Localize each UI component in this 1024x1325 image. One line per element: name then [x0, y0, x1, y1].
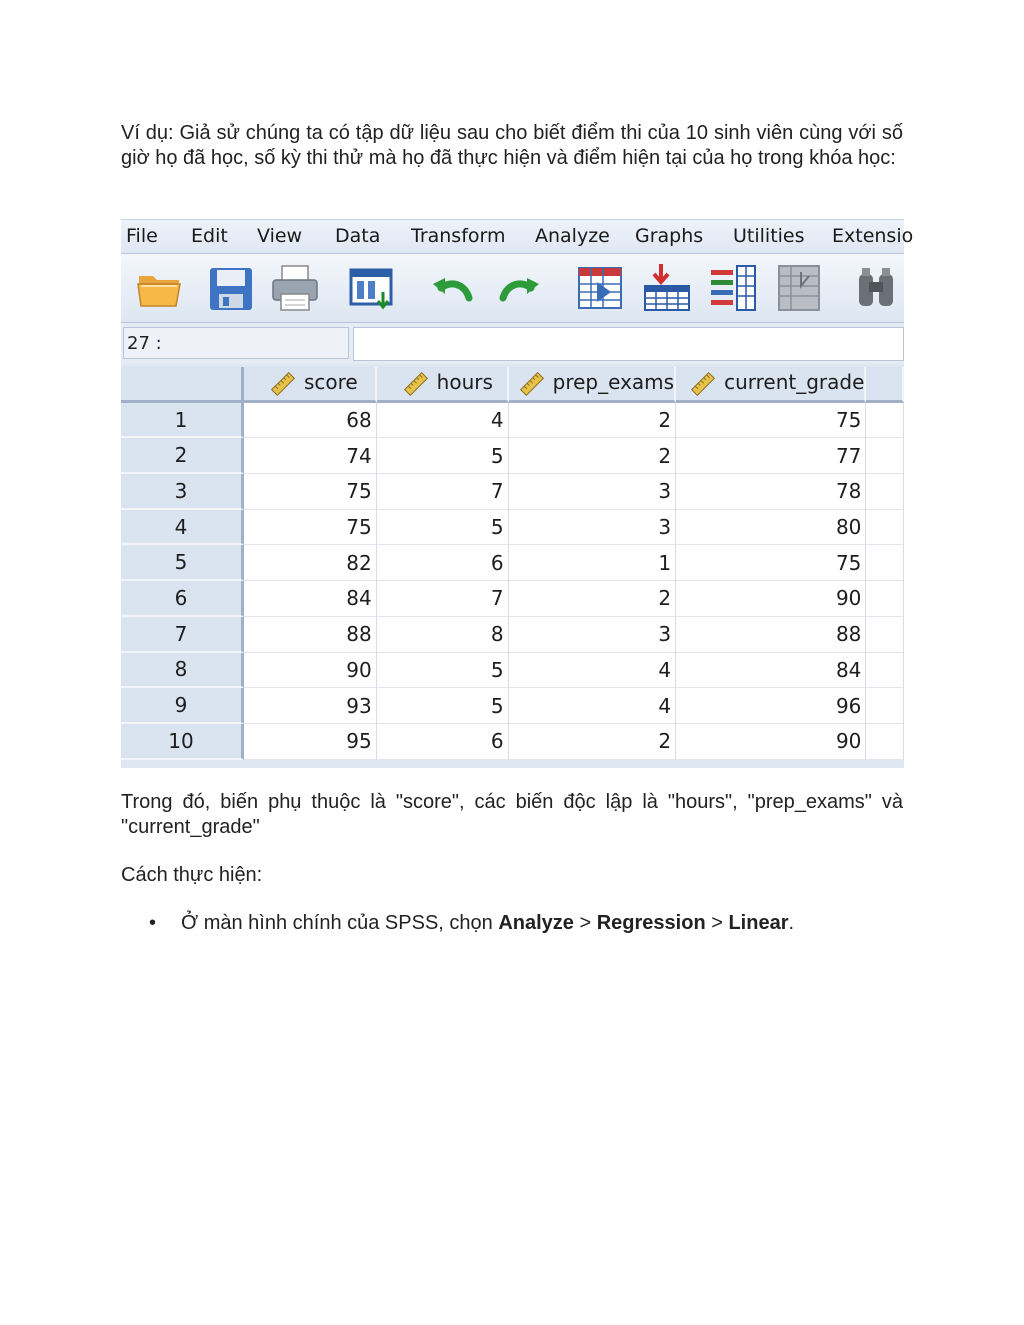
- cell-empty[interactable]: [866, 688, 904, 724]
- cell-current-grade[interactable]: 77: [676, 438, 866, 474]
- menu-data[interactable]: Data: [335, 225, 381, 247]
- table-row: [121, 581, 904, 617]
- cell-current-grade[interactable]: 84: [676, 653, 866, 689]
- column-header-label: hours: [436, 370, 493, 395]
- row-number[interactable]: 5: [121, 545, 244, 581]
- row-number[interactable]: 4: [121, 510, 244, 546]
- description-line-2: "current_grade": [121, 816, 260, 838]
- cell-score[interactable]: 90: [244, 653, 377, 689]
- scale-ruler-icon: [519, 371, 545, 397]
- scale-ruler-icon: [270, 371, 296, 397]
- step-separator: >: [573, 912, 597, 934]
- grid-corner[interactable]: [121, 367, 244, 403]
- row-number[interactable]: 6: [121, 581, 244, 617]
- step-linear: Linear: [728, 912, 789, 934]
- cell-current-grade[interactable]: 88: [676, 617, 866, 653]
- intro-line-3: trong khóa học:: [757, 147, 896, 169]
- goto-variable-icon[interactable]: [641, 262, 693, 314]
- cell-hours[interactable]: 7: [377, 474, 509, 510]
- cell-hours[interactable]: 5: [377, 510, 509, 546]
- how-to-label: Cách thực hiện:: [121, 864, 263, 886]
- menu-edit[interactable]: Edit: [191, 225, 228, 247]
- column-header-label: current_grade: [724, 370, 865, 395]
- cell-hours[interactable]: 6: [377, 545, 509, 581]
- cell-current-grade[interactable]: 75: [676, 545, 866, 581]
- cell-current-grade[interactable]: 80: [676, 510, 866, 546]
- step-regression: Regression: [596, 912, 706, 934]
- cell-hours[interactable]: 8: [377, 617, 509, 653]
- table-row: [121, 438, 904, 474]
- save-icon[interactable]: [205, 262, 257, 314]
- scale-ruler-icon: [403, 371, 429, 397]
- variables-icon[interactable]: [707, 262, 759, 314]
- menu-extensions[interactable]: Extensio: [832, 225, 914, 247]
- cell-score[interactable]: 74: [244, 438, 377, 474]
- cell-hours[interactable]: 5: [377, 688, 509, 724]
- cell-prep-exams[interactable]: 2: [509, 403, 676, 439]
- grid-body: [121, 403, 904, 760]
- cell-current-grade[interactable]: 90: [676, 724, 866, 760]
- cell-empty[interactable]: [866, 438, 904, 474]
- table-row: [121, 510, 904, 546]
- cell-current-grade[interactable]: 90: [676, 581, 866, 617]
- data-grid: [121, 367, 904, 760]
- table-row: [121, 724, 904, 760]
- cell-reference[interactable]: 27 :: [123, 327, 349, 359]
- undo-icon[interactable]: [427, 262, 479, 314]
- table-row: [121, 403, 904, 439]
- row-number[interactable]: 8: [121, 653, 244, 689]
- goto-case-icon[interactable]: [575, 262, 627, 314]
- cell-score[interactable]: 68: [244, 403, 377, 439]
- step-analyze: Analyze: [498, 912, 574, 934]
- menu-view[interactable]: View: [257, 225, 303, 247]
- cell-empty[interactable]: [866, 724, 904, 760]
- column-header-label: score: [303, 370, 358, 395]
- row-number[interactable]: 9: [121, 688, 244, 724]
- cell-empty[interactable]: [866, 617, 904, 653]
- cell-prep-exams[interactable]: 3: [509, 474, 676, 510]
- table-row: [121, 545, 904, 581]
- cell-hours[interactable]: 6: [377, 724, 509, 760]
- cell-empty[interactable]: [866, 581, 904, 617]
- column-header-score[interactable]: [244, 367, 377, 403]
- row-number[interactable]: 3: [121, 474, 244, 510]
- menu-transform[interactable]: Transform: [411, 225, 506, 247]
- intro-paragraph: [121, 121, 903, 171]
- bullet-dot: •: [149, 912, 157, 934]
- row-number[interactable]: 2: [121, 438, 244, 474]
- cell-prep-exams[interactable]: 4: [509, 688, 676, 724]
- cell-score[interactable]: 88: [244, 617, 377, 653]
- column-header-hours[interactable]: [377, 367, 509, 403]
- step-prefix: Ở màn hình chính của SPSS, chọn: [181, 912, 499, 934]
- cell-score[interactable]: 75: [244, 474, 377, 510]
- cell-hours[interactable]: 4: [377, 403, 509, 439]
- cell-editor-bar: [121, 323, 904, 364]
- cell-score[interactable]: 95: [244, 724, 377, 760]
- cell-hours[interactable]: 5: [377, 438, 509, 474]
- cell-score[interactable]: 93: [244, 688, 377, 724]
- menu-bar: [121, 220, 914, 254]
- cell-prep-exams[interactable]: 2: [509, 581, 676, 617]
- cell-prep-exams[interactable]: 2: [509, 438, 676, 474]
- cell-prep-exams[interactable]: 3: [509, 617, 676, 653]
- column-header-current-grade[interactable]: [676, 367, 866, 403]
- cell-hours[interactable]: 7: [377, 581, 509, 617]
- cell-current-grade[interactable]: 78: [676, 474, 866, 510]
- step-text: [181, 911, 794, 936]
- cell-score[interactable]: 75: [244, 510, 377, 546]
- spss-screenshot: [121, 219, 914, 768]
- intro-line-1: Ví dụ: Giả sử chúng ta có tập dữ liệu sau cho biết điểm thi của 10 sinh viên cùng: [121, 122, 843, 144]
- description-paragraph: [121, 790, 903, 840]
- cell-empty[interactable]: [866, 653, 904, 689]
- cell-prep-exams[interactable]: 2: [509, 724, 676, 760]
- table-row: [121, 688, 904, 724]
- column-header-prep-exams[interactable]: [509, 367, 676, 403]
- row-number[interactable]: 1: [121, 403, 244, 439]
- description-line-1: Trong đó, biến phụ thuộc là "score", các biến độc lập là "hours", "prep_exams" và: [121, 791, 903, 813]
- cell-empty[interactable]: [866, 403, 904, 439]
- cell-current-grade[interactable]: 75: [676, 403, 866, 439]
- column-header-empty[interactable]: [866, 367, 904, 403]
- row-number[interactable]: 7: [121, 617, 244, 653]
- print-icon[interactable]: [269, 262, 321, 314]
- step-end: .: [788, 912, 795, 934]
- cell-score[interactable]: 82: [244, 545, 377, 581]
- run-descriptives-icon[interactable]: [775, 262, 827, 314]
- cell-prep-exams[interactable]: 3: [509, 510, 676, 546]
- menu-graphs[interactable]: Graphs: [635, 225, 704, 247]
- cell-empty[interactable]: [866, 545, 904, 581]
- cell-hours[interactable]: 5: [377, 653, 509, 689]
- intro-line-2: với số giờ họ đã học, số kỳ thi thử mà họ đã thực hiện và điểm hiện tại của họ: [121, 122, 903, 169]
- scale-ruler-icon: [690, 371, 716, 397]
- menu-utilities[interactable]: Utilities: [733, 225, 805, 247]
- column-header-label: prep_exams: [552, 370, 675, 395]
- cell-empty[interactable]: [866, 474, 904, 510]
- menu-file[interactable]: File: [126, 225, 158, 247]
- table-row: [121, 653, 904, 689]
- cell-prep-exams[interactable]: 4: [509, 653, 676, 689]
- cell-score[interactable]: 84: [244, 581, 377, 617]
- step-separator: >: [705, 912, 729, 934]
- find-icon[interactable]: [851, 262, 903, 314]
- table-row: [121, 474, 904, 510]
- cell-empty[interactable]: [866, 510, 904, 546]
- cell-current-grade[interactable]: 96: [676, 688, 866, 724]
- menu-analyze[interactable]: Analyze: [535, 225, 610, 247]
- toolbar: [121, 254, 904, 323]
- cell-prep-exams[interactable]: 1: [509, 545, 676, 581]
- row-number[interactable]: 10: [121, 724, 244, 760]
- open-folder-icon[interactable]: [135, 262, 187, 314]
- recall-dialog-icon[interactable]: [347, 262, 399, 314]
- redo-icon[interactable]: [493, 262, 545, 314]
- cell-value-input[interactable]: [353, 327, 904, 361]
- table-row: [121, 617, 904, 653]
